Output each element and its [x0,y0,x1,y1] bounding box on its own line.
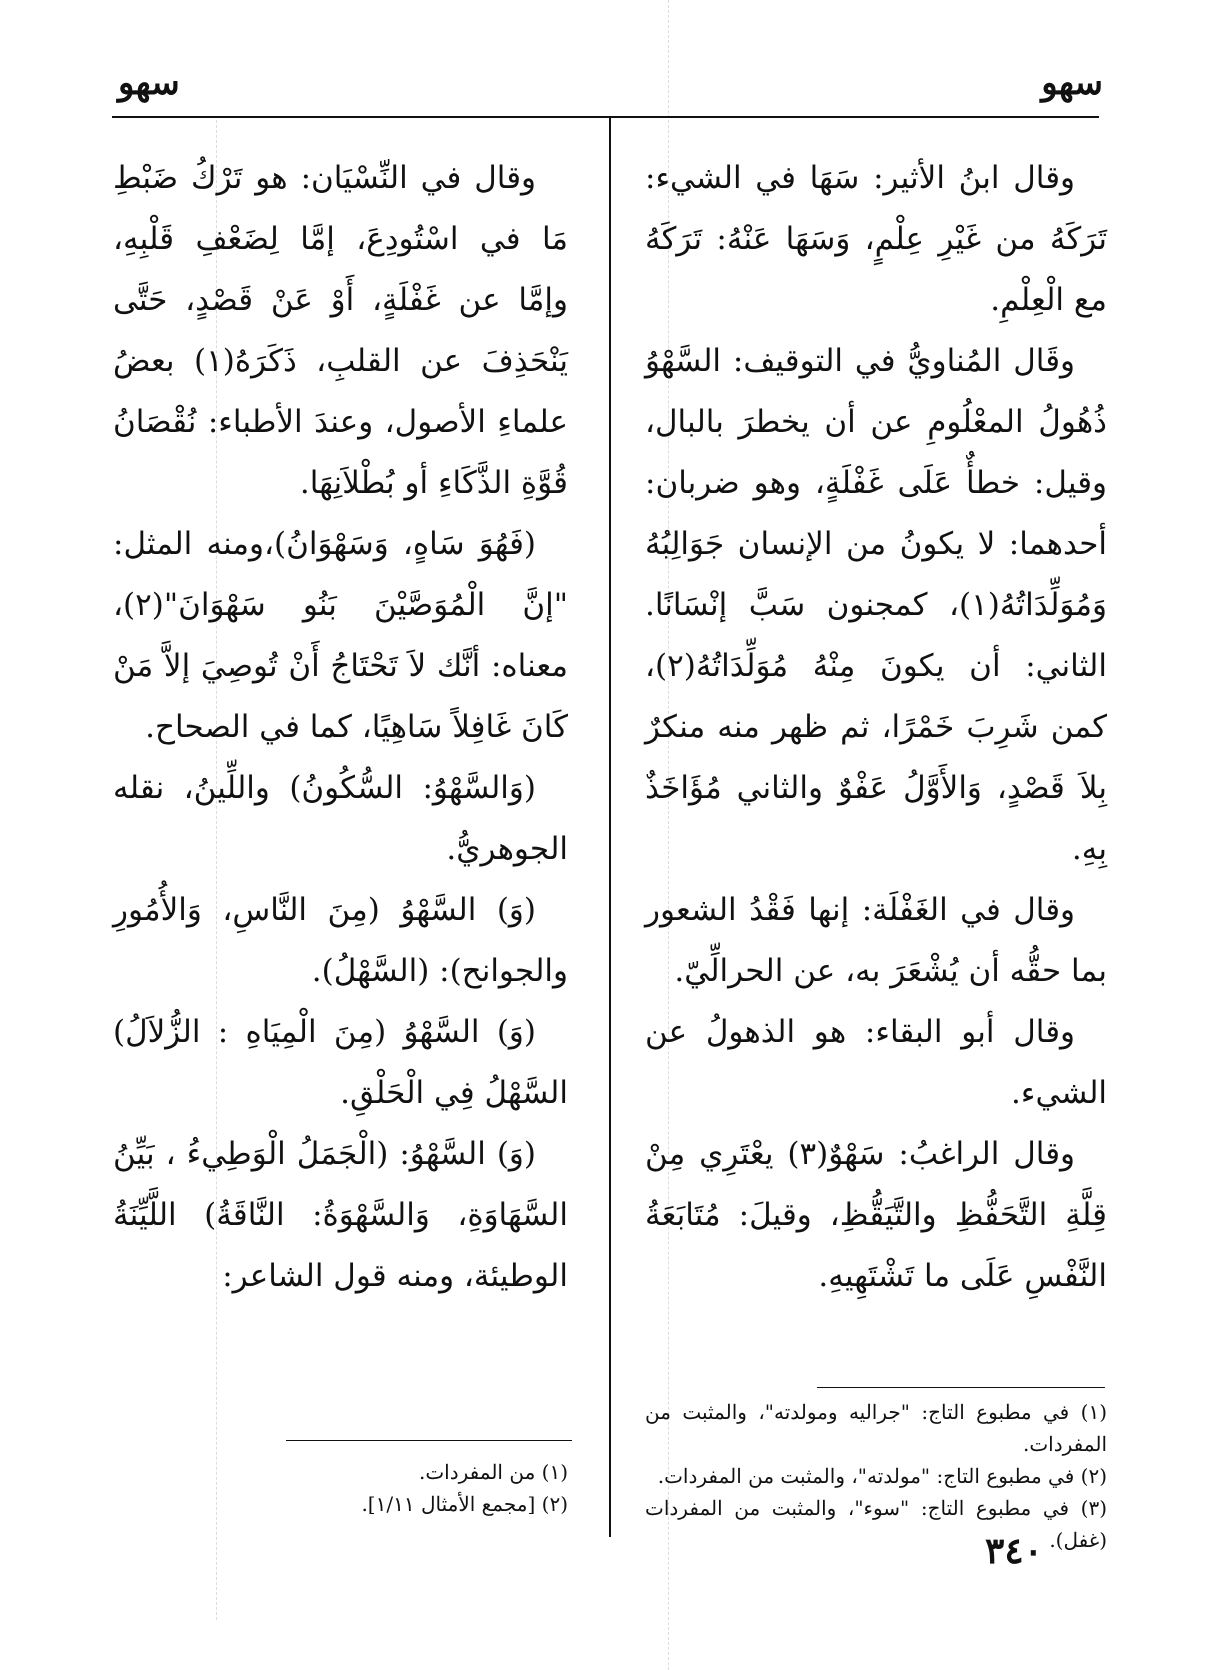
paragraph: (وَ) السَّهْوُ (مِنَ النَّاسِ، وَالأُمُورِ والجوانح): (السَّهْلُ). [113,892,568,989]
footnotes-left [113,1456,568,1520]
footnote: (٣) في مطبوع التاج: "سوء"، والمثبت من المفردات (غفل). [645,1496,1107,1552]
paragraph: (وَالسَّهْوُ: السُّكُونُ) واللِّينُ، نقله الجوهريُّ. [113,770,568,867]
header-rule [112,116,1099,118]
left-column [113,148,568,1307]
running-header-right: سهو [1041,63,1103,103]
footnote: (١) في مطبوع التاج: "جراليه ومولدته"، والمثبت من المفردات. [645,1400,1107,1456]
paragraph: (وَ) السَّهْوُ: (الْجَمَلُ الْوَطِيءُ ، بَيِّنُ السَّهَاوَةِ، وَالسَّهْوَةُ: النَّاقَةُ) اللَّيِّنَةُ الوطيئة، ومنه قول الشاعر: [113,1136,568,1294]
paragraph: (فَهُوَ سَاهٍ، وَسَهْوَانُ)،ومنه المثل: "إنَّ الْمُوَصَّيْنَ بَنُو سَهْوَانَ"(٢)، معناه: أنَّك لاَ تَحْتَاجُ أَنْ تُوصِيَ إلاَّ مَنْ كَانَ غَافِلاً سَاهِيًا، كما في الصحاح. [113,526,568,745]
paragraph: وقال أبو البقاء: هو الذهولُ عن الشيء. [645,1014,1107,1111]
footnote-rule-right [817,1387,1105,1388]
footnote: (١) من المفردات. [418,1460,568,1484]
footnote: (٢) في مطبوع التاج: "مولدته"، والمثبت من المفردات. [657,1464,1107,1488]
footnote-rule-left [286,1440,572,1441]
paragraph: (وَ) السَّهْوُ (مِنَ الْمِيَاهِ : الزُّلاَلُ) السَّهْلُ فِي الْحَلْقِ. [113,1014,568,1111]
paragraph: وقَال المُناويُّ في التوقيف: السَّهْوُ ذُهُولُ المعْلُومِ عن أن يخطرَ بالبال، وقيل: خطأٌ عَلَى غَفْلَةٍ، وهو ضربان: أحدهما: لا يكونُ من الإنسان جَوَالِبُهُ وَمُوَلِّدَاتُهُ(١)، كمجنون سَبَّ إنْسَانًا. الثاني: أن يكونَ مِنْهُ مُوَلِّدَاتُهُ(٢)، كمن شَرِبَ خَمْرًا، ثم ظهر منه منكرٌ بِلاَ قَصْدٍ، وَالأَوَّلُ عَفْوٌ والثاني مُؤَاخَذٌ بِهِ. [645,343,1107,867]
paragraph: وقال ابنُ الأثير: سَهَا في الشيء: تَرَكَهُ من غَيْرِ عِلْمٍ، وَسَهَا عَنْهُ: تَرَكَهُ مع الْعِلْمِ. [645,160,1107,318]
running-header-left: سهو [118,63,180,103]
page-number: ٣٤٠ [984,1530,1043,1572]
paragraph: وقال في الغَفْلَة: إنها فَقْدُ الشعور بما حقُّه أن يُشْعَرَ به، عن الحرالِّيّ. [645,892,1107,989]
footnote: (٢) [مجمع الأمثال ١/١١]. [361,1492,568,1516]
paragraph: وقال في النِّسْيَان: هو تَرْكُ ضَبْطِ مَا في اسْتُودِعَ، إمَّا لِضَعْفِ قَلْبِهِ، وإمَّا عن غَفْلَةٍ، أَوْ عَنْ قَصْدٍ، حَتَّى يَنْحَذِفَ عن القلبِ، ذَكَرَهُ(١) بعضُ علماءِ الأصول، وعندَ الأطباء: نُقْصَانُ قُوَّةِ الذَّكَاءِ أو بُطْلاَنِهَا. [113,160,568,501]
column-divider [609,117,611,1537]
right-column [645,148,1107,1307]
paragraph: وقال الراغبُ: سَهْوٌ(٣) يعْتَرِي مِنْ قِلَّةِ التَّحَفُّظِ والتَّيَقُّظِ، وقيلَ: مُتَابَعَةُ النَّفْسِ عَلَى ما تَشْتَهِيهِ. [645,1136,1107,1294]
